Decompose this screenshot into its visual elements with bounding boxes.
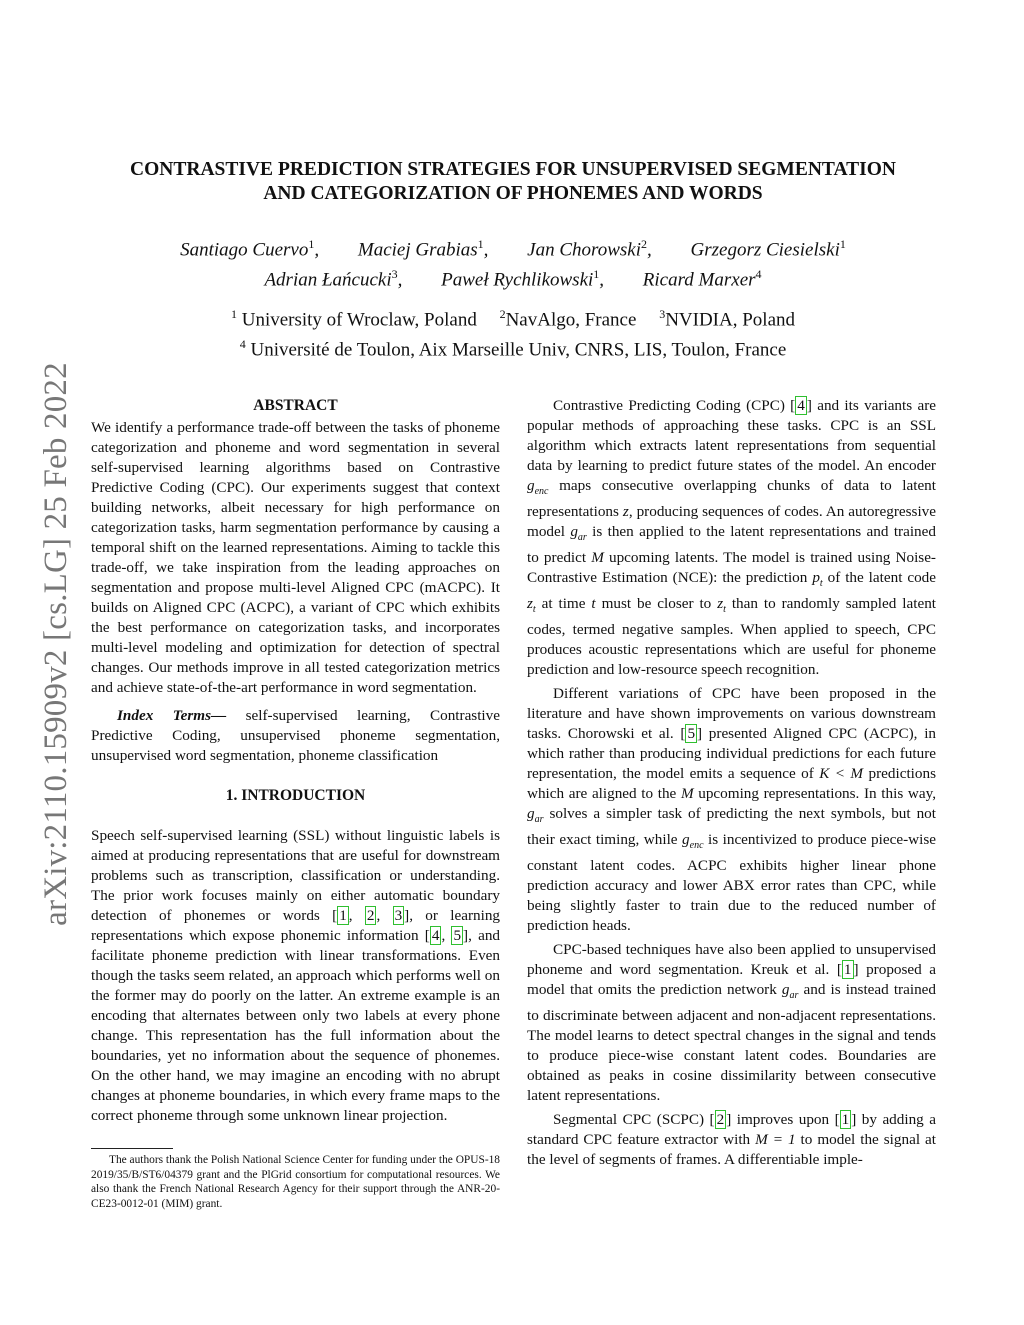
citation-link[interactable]: 1: [843, 961, 852, 979]
intro-paragraph-1: Speech self-supervised learning (SSL) without linguistic labels is aimed at producing representations that are useful for downstream problems such as transcription, classification or understanding. The prior work focuses mainly on either automatic boundary detection of phonemes or words [ 1 , 2 , 3 ], or learning representations which expose phonemic information [ 4 , 5 ], and facilitate phoneme prediction with linear transformations. Even though the tasks seem related, an approach which performs well on the former may do poorly on the latter. An extreme example is an encoding that alternates between only two labels at every phone change. This representation has the full information about the boundaries, yet no information about the sequence of phonemes. On the other hand, we may imagine an encoding with no abrupt changes at phoneme boundaries, in which every frame maps to the correct phoneme through some unknown linear projection.: [91, 827, 501, 1124]
footnote-divider: [91, 1148, 173, 1149]
funding-footnote: The authors thank the Polish National Science Center for funding under the OPUS-18 2019/35/B/ST6/04379 grant and the PlGrid consortium for computational resources. We also thank the French National Research Agency for their support through the ANR-20-CE23-0012-01 (MIM) grant.: [91, 1154, 500, 1210]
citation-link[interactable]: 5: [453, 927, 462, 944]
citation-link[interactable]: 1: [841, 1111, 850, 1129]
author-list: [90, 232, 936, 293]
math-g-ar: $g_{ar}$: [570, 523, 587, 544]
intro-paragraph-4: CPC-based techniques have also been applied to unsupervised phoneme and word segmentation. Kreuk et al. [ 1 ] proposed a model that omits the prediction network $g_{ar}$ and is instead trained to discriminate between adjacent and non-adjacent representations. The model learns to detect spectral changes in the signal and tends to produce piece-wise constant latent codes. Boundaries are obtained as peaks in cosine dissimilarity between consecutive latent representations.: [527, 941, 936, 1105]
citation-link[interactable]: 4: [797, 397, 805, 414]
intro-paragraph-3: Different variations of CPC have been proposed in the literature and have shown improvements on various downstream tasks. Chorowski et al. [ 5 ] presented Aligned CPC (ACPC), in which rather than producing individual predictions for each future representation, the model emits a sequence of K < M predictions which are aligned to the M upcoming representations. In this way, $g_{ar}$ solves a simpler task of predicting the next symbols, but not their exact timing, while $g_{enc}$ is incentivized to produce piece-wise constant latent codes. ACPC exhibits higher linear phone prediction accuracy and lower ABX error rates than CPC, while being slightly faster to train due to the reduced number of prediction heads.: [527, 685, 937, 935]
citation-link[interactable]: 1: [339, 907, 347, 924]
math-z-t: $z_t$: [717, 595, 726, 616]
intro-paragraph-5: Segmental CPC (SCPC) [ 2 ] improves upon [ 1 ] by adding a standard CPC feature extractor with M = 1 to model the signal at the level of segments of frames. A differentiable imple-: [527, 1111, 936, 1169]
title-line: AND CATEGORIZATION OF PHONEMES AND WORDS: [263, 183, 763, 204]
author: Maciej Grabias$^1$,: [357, 237, 489, 261]
citation-link[interactable]: 4: [431, 927, 440, 944]
author-line: [90, 262, 936, 292]
index-terms: Index Terms— self-supervised learning, Contrastive Predictive Coding, unsupervised phoneme segmentation, unsupervised word segmentation, phoneme classification: [91, 707, 500, 764]
author: Jan Chorowski$^2$,: [527, 237, 652, 261]
math-M-eq-1: M = 1: [755, 1131, 796, 1149]
author-line: [90, 232, 936, 262]
math-z: z: [622, 503, 629, 521]
left-column: [91, 396, 500, 1126]
affiliation: $^1$ University of Wroclaw, Poland: [230, 307, 477, 331]
citation-link[interactable]: 2: [366, 907, 375, 924]
paper-title: [90, 158, 936, 206]
author: Adrian Łańcucki$^3$,: [264, 267, 403, 291]
citation-link[interactable]: 5: [687, 725, 696, 743]
math-g-enc: $g_{enc}$: [527, 477, 549, 498]
affiliation-line: [90, 332, 936, 362]
math-M: M: [680, 785, 694, 803]
author: Ricard Marxer$^4$: [642, 267, 762, 291]
citation-link[interactable]: 3: [394, 907, 403, 924]
math-K-lt-M: K < M: [819, 765, 864, 783]
math-M: M: [591, 549, 604, 567]
math-p-t: $p_t$: [812, 569, 823, 590]
math-g-ar: $g_{ar}$: [781, 981, 799, 1002]
abstract-body: We identify a performance trade-off between the tasks of phoneme categorization and phoneme and word segmentation in several self-supervised learning algorithms based on Contrastive Predictive Coding (CPC). Our experiments suggest that context building networks, albeit necessary for high performance on categorization tasks, harm segmentation performance by causing a temporal shift on the learned representations. Aiming to tackle this trade-off, we take inspiration from the leading approaches on segmentation and propose multi-level Aligned CPC (mACPC). It builds on Aligned CPC (ACPC), a variant of CPC which exhibits the best performance on categorization tasks, and incorporates multi-level modeling and optimization for detection of spectral changes. Our methods improve in all tested categorization metrics and achieve state-of-the-art performance in word segmentation.: [91, 419, 500, 696]
affiliations: [90, 302, 936, 363]
author: Grzegorz Ciesielski$^1$: [690, 237, 846, 261]
affiliation-line: [90, 302, 936, 332]
math-g-enc: $g_{enc}$: [682, 831, 704, 852]
intro-paragraph-2: Contrastive Predicting Coding (CPC) [ 4 ] and its variants are popular methods of approaching these tasks. CPC is an SSL algorithm which extracts latent representations from sequential data by learning to predict future states of the model. An encoder $g_{enc}$ maps consecutive overlapping chunks of data to latent representations z, producing sequences of codes. An autoregressive model $g_{ar}$ is then applied to the latent representations and trained to predict M upcoming latents. The model is trained using Noise-Contrastive Estimation (NCE): the prediction $p_t$ of the latent code $z_t$ at time t must be closer to $z_t$ than to randomly sampled latent codes, termed negative samples. When applied to speech, CPC produces acoustic representations which are useful for phoneme prediction and low-resource speech recognition.: [527, 397, 937, 679]
affiliation: $^3$NVIDIA, Poland: [659, 307, 796, 331]
arxiv-identifier-stamp: arXiv:2110.15909v2 [cs.LG] 25 Feb 2022: [38, 362, 74, 926]
title-line: CONTRASTIVE PREDICTION STRATEGIES FOR UNSUPERVISED SEGMENTATION: [130, 159, 896, 180]
author: Santiago Cuervo$^1$,: [180, 237, 320, 261]
citation-link[interactable]: 2: [716, 1111, 725, 1129]
affiliation: $^4$ Université de Toulon, Aix Marseille Univ, CNRS, LIS, Toulon, France: [239, 337, 787, 361]
right-column: [527, 396, 936, 1170]
index-terms-label: Index Terms—: [117, 707, 227, 724]
math-g-ar: $g_{ar}$: [527, 805, 544, 826]
math-z-t: $z_t$: [527, 595, 536, 616]
section-heading-introduction: 1. INTRODUCTION: [225, 787, 366, 804]
author: Paweł Rychlikowski$^1$,: [441, 267, 605, 291]
affiliation: $^2$NavAlgo, France: [499, 307, 637, 331]
abstract-heading: ABSTRACT: [253, 397, 338, 414]
math-t: t: [591, 595, 596, 613]
